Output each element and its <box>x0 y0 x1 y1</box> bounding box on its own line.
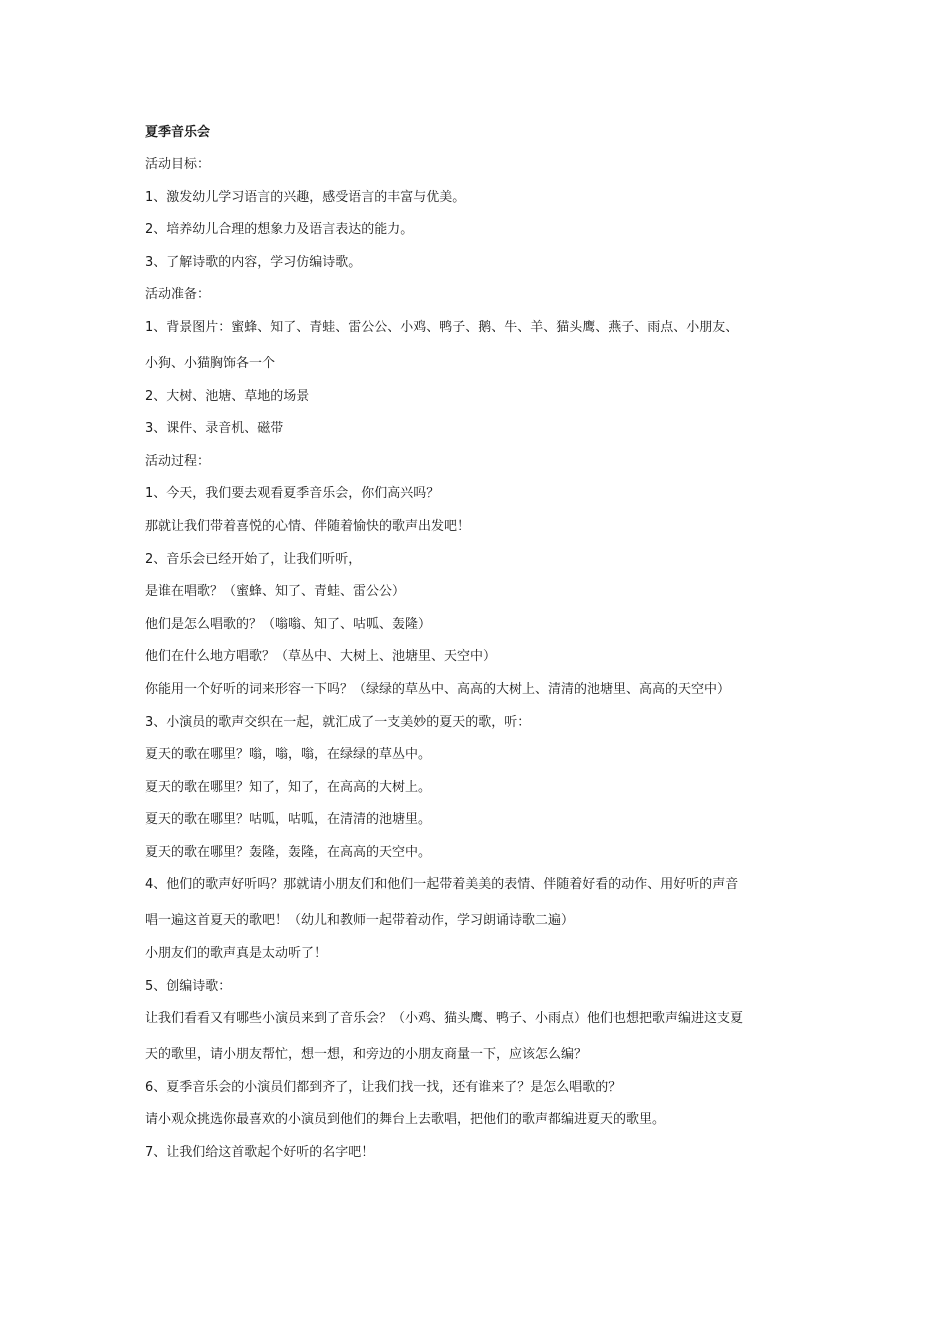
paragraph-line: 那就让我们带着喜悦的心情、伴随着愉快的歌声出发吧！ <box>145 518 471 534</box>
poem-line: 夏天的歌在哪里？嗡，嗡，嗡，在绿绿的草丛中。 <box>145 747 432 763</box>
paragraph-line: 6、夏季音乐会的小演员们都到齐了，让我们找一找，还有谁来了？是怎么唱歌的？ <box>145 1079 622 1095</box>
paragraph-line: 天的歌里，请小朋友帮忙，想一想，和旁边的小朋友商量一下，应该怎么编？ <box>145 1047 588 1063</box>
section-heading-process: 活动过程： <box>145 453 211 469</box>
paragraph-line: 他们在什么地方唱歌？（草丛中、大树上、池塘里、天空中） <box>145 649 497 665</box>
document-body <box>145 124 815 1177</box>
paragraph-line: 唱一遍这首夏天的歌吧！（幼儿和教师一起带着动作，学习朗诵诗歌二遍） <box>145 913 575 929</box>
paragraph-line: 3、了解诗歌的内容，学习仿编诗歌。 <box>145 254 362 270</box>
paragraph-line: 3、课件、录音机、磁带 <box>145 421 284 437</box>
section-heading-goals: 活动目标： <box>145 157 211 172</box>
poem-line: 夏天的歌在哪里？咕呱，咕呱，在清清的池塘里。 <box>145 812 432 828</box>
paragraph-line: 是谁在唱歌？（蜜蜂、知了、青蛙、雷公公） <box>145 584 406 600</box>
paragraph-line: 7、让我们给这首歌起个好听的名字吧！ <box>145 1145 375 1161</box>
poem-line: 夏天的歌在哪里？知了，知了，在高高的大树上。 <box>145 779 432 795</box>
section-heading-preparation: 活动准备： <box>145 287 211 303</box>
document-title: 夏季音乐会 <box>145 125 211 140</box>
paragraph-line: 4、他们的歌声好听吗？那就请小朋友们和他们一起带着美美的表情、伴随着好看的动作、用好听的声音 <box>145 877 739 893</box>
poem-line: 夏天的歌在哪里？轰隆，轰隆，在高高的天空中。 <box>145 844 432 860</box>
paragraph-line: 2、大树、池塘、草地的场景 <box>145 388 310 404</box>
paragraph-line: 2、音乐会已经开始了，让我们听听， <box>145 551 362 567</box>
paragraph-line: 1、激发幼儿学习语言的兴趣，感受语言的丰富与优美。 <box>145 189 466 205</box>
paragraph-line: 1、今天，我们要去观看夏季音乐会，你们高兴吗？ <box>145 486 440 502</box>
paragraph-line: 5、创编诗歌： <box>145 978 232 994</box>
paragraph-line: 1、背景图片：蜜蜂、知了、青蛙、雷公公、小鸡、鸭子、鹅、牛、羊、猫头鹰、燕子、雨点、小朋友、 <box>145 319 739 335</box>
paragraph-line: 小朋友们的歌声真是太动听了！ <box>145 946 328 962</box>
paragraph-line: 让我们看看又有哪些小演员来到了音乐会？（小鸡、猫头鹰、鸭子、小雨点）他们也想把歌声编进这支夏 <box>145 1011 744 1027</box>
paragraph-line: 2、培养幼儿合理的想象力及语言表达的能力。 <box>145 222 414 238</box>
paragraph-line: 请小观众挑选你最喜欢的小演员到他们的舞台上去歌唱，把他们的歌声都编进夏天的歌里。 <box>145 1112 666 1128</box>
paragraph-line: 3、小演员的歌声交织在一起，就汇成了一支美妙的夏天的歌，听： <box>145 714 531 730</box>
paragraph-line: 小狗、小猫胸饰各一个 <box>145 355 276 371</box>
paragraph-line: 你能用一个好听的词来形容一下吗？（绿绿的草丛中、高高的大树上、清清的池塘里、高高的天空中） <box>145 681 731 697</box>
paragraph-line: 他们是怎么唱歌的？（嗡嗡、知了、咕呱、轰隆） <box>145 616 432 632</box>
